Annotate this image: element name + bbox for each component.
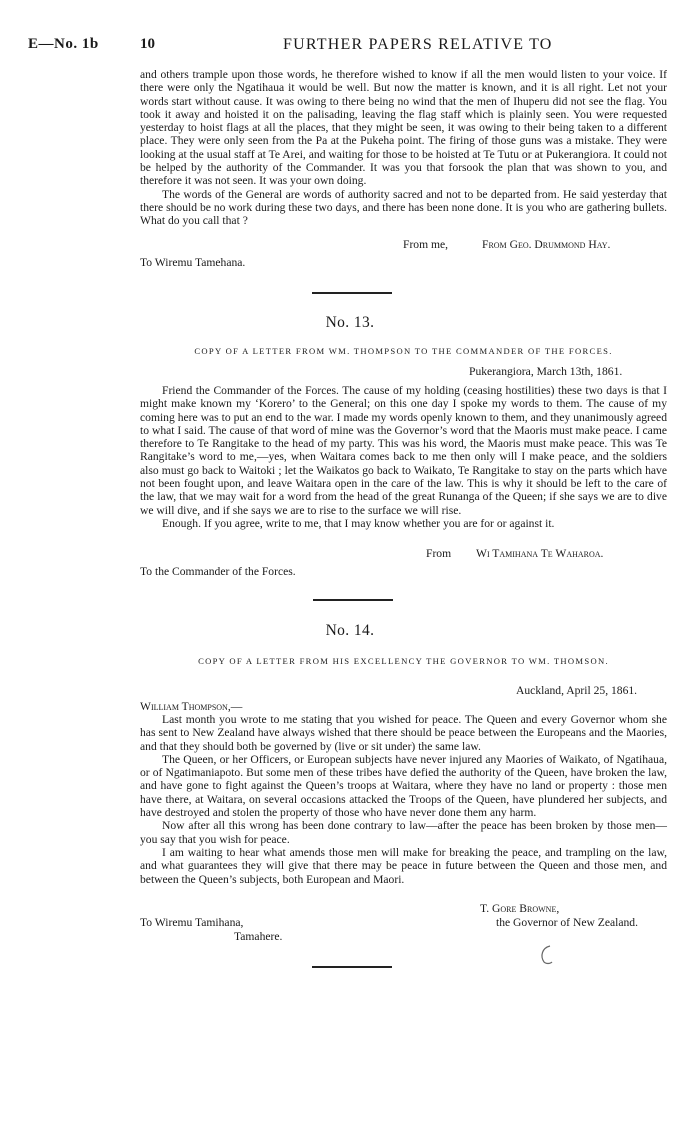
letter-14-paragraph: Now after all this wrong has been done contrary to law—after the peace has been broken by those men—you say that you wish for peace. <box>140 819 667 846</box>
letter-14-body <box>140 713 667 886</box>
letter-12-body <box>140 68 667 228</box>
letter-14-signature-name: T. Gore Browne, <box>480 902 560 915</box>
document-reference: E—No. 1b <box>28 36 99 52</box>
section-divider <box>312 292 392 294</box>
letter-13-addressee: To the Commander of the Forces. <box>140 565 296 578</box>
letter-13-dateline: Pukerangiora, March 13th, 1861. <box>469 365 623 378</box>
letter-14-caption: COPY OF A LETTER FROM HIS EXCELLENCY THE GOVERNOR TO WM. THOMSON. <box>198 656 609 666</box>
letter-13-from-label: From <box>426 547 452 560</box>
letter-14-paragraph: The Queen, or her Officers, or European subjects have never injured any Maories of Waikato, of Ngatihaua, or of Ngatimaniapoto. But some men of these tribes have defied the authority of the Queen, have broken the law, and have gone to fight against the Queen’s troops at Waitara, where they have no land or property : those men have there, at Waitara, on several occasions attacked the Troops of the Queen, have plundered her subjects, and have destroyed and stolen the property of those who have never done them any harm. <box>140 752 667 820</box>
letter-12-paragraph: and others trample upon those words, he therefore wished to know if all the men would listen to your voice. If there were only the Ngatihaua it would be well. But now the matter is known, and it is all right. Let not your words start without cause. It was owing to there being no wind that the men of Ihuperu did not see the flag. You took it away and hoisted it on the palisading, leaving the flag staff which is plainly seen. You were requested yesterday to hoist flags at all the places, that they might be seen, it was owing to their being taken to a different place. They were only seen from the Pa at the Pukeha point. The firing of those guns was a mistake. They were looking at the usual staff at Te Arei, and waiting for those to be hoisted at Te Tutu or at Pukerangiora. It could not be helped by the authority of the Commander. It was you that forsook the plan that was shown to you, and therefore it was not seen. It was your own doing. <box>140 68 667 188</box>
page-number: 10 <box>140 36 155 52</box>
letter-13-caption: COPY OF A LETTER FROM WM. THOMPSON TO THE COMMANDER OF THE FORCES. <box>194 346 613 356</box>
section-divider <box>313 599 393 601</box>
letter-14-paragraph: I am waiting to hear what amends those men will make for breaking the peace, and trampling on the law, and what guarantees they will give that there may be peace in future between the Queen and those men, and between the Queen’s subjects, both European and Maori. <box>140 845 667 886</box>
letter-14-number: No. 14. <box>325 622 375 639</box>
letter-14-salutation: William Thompson,— <box>140 700 243 713</box>
section-divider <box>312 966 392 968</box>
letter-12-from-label: From me, <box>403 238 449 251</box>
letter-12-addressee: To Wiremu Tamehana. <box>140 256 246 269</box>
running-title: FURTHER PAPERS RELATIVE TO <box>283 36 553 53</box>
letter-12-signature: From Geo. Drummond Hay. <box>482 238 611 251</box>
letter-14-addressee: To Wiremu Tamihana, <box>140 916 244 929</box>
letter-13-number: No. 13. <box>325 314 375 331</box>
letter-13-paragraph: Enough. If you agree, write to me, that I may know whether you are for or against it. <box>162 516 555 530</box>
letter-13-signature: Wi Tamihana Te Waharoa. <box>476 547 604 560</box>
letter-14-paragraph: Last month you wrote to me stating that you wished for peace. The Queen and every Governor whom she has sent to New Zealand have always wished that there should be peace between the Europeans and the Maories, and that they should both be governed by (live or sit under) the same law. <box>140 713 667 753</box>
letter-14-signature-title: the Governor of New Zealand. <box>496 916 638 929</box>
letter-12-paragraph: The words of the General are words of authority sacred and not to be departed from. He said yesterday that there should be no work during these two days, and there has been none done. It is you who are gathering bullets. What do you call that ? <box>140 187 667 228</box>
letter-13-paragraph: Friend the Commander of the Forces. The cause of my holding (ceasing hostilities) these two days is that I might make known my ‘Korero’ to the General; on this one day I spoke my words to them. The cause of my coming here was to put an end to the war. I made my words openly known to them, and they unanimously agreed to what I said. The cause of that word of mine was the Governor’s word that the Maoris must make peace. I came therefore to Te Rangitake to the head of my party. This was his word, the Maoris must make peace. This was Te Rangitake’s word to me,—yes, when Waitara comes back to me then only will I make peace, and the soldiers also must go back to Waitoki ; let the Waikatos go back to Waikato, Te Rangitake to stay on the parts which have not been fought upon, and leave Waitara open in the care of the law. This is why it should be left to the care of the law, that we may wait for a word from the head of the great Runanga of the Queen; if she says we are to dive we will dive, and if she says we are to rise to the surface we will rise. <box>140 384 667 517</box>
letter-14-addressee-place: Tamahere. <box>234 930 283 943</box>
page-header <box>28 36 678 58</box>
ink-mark <box>532 940 562 970</box>
letter-13-body <box>140 384 667 530</box>
letter-14-dateline: Auckland, April 25, 1861. <box>516 684 638 697</box>
